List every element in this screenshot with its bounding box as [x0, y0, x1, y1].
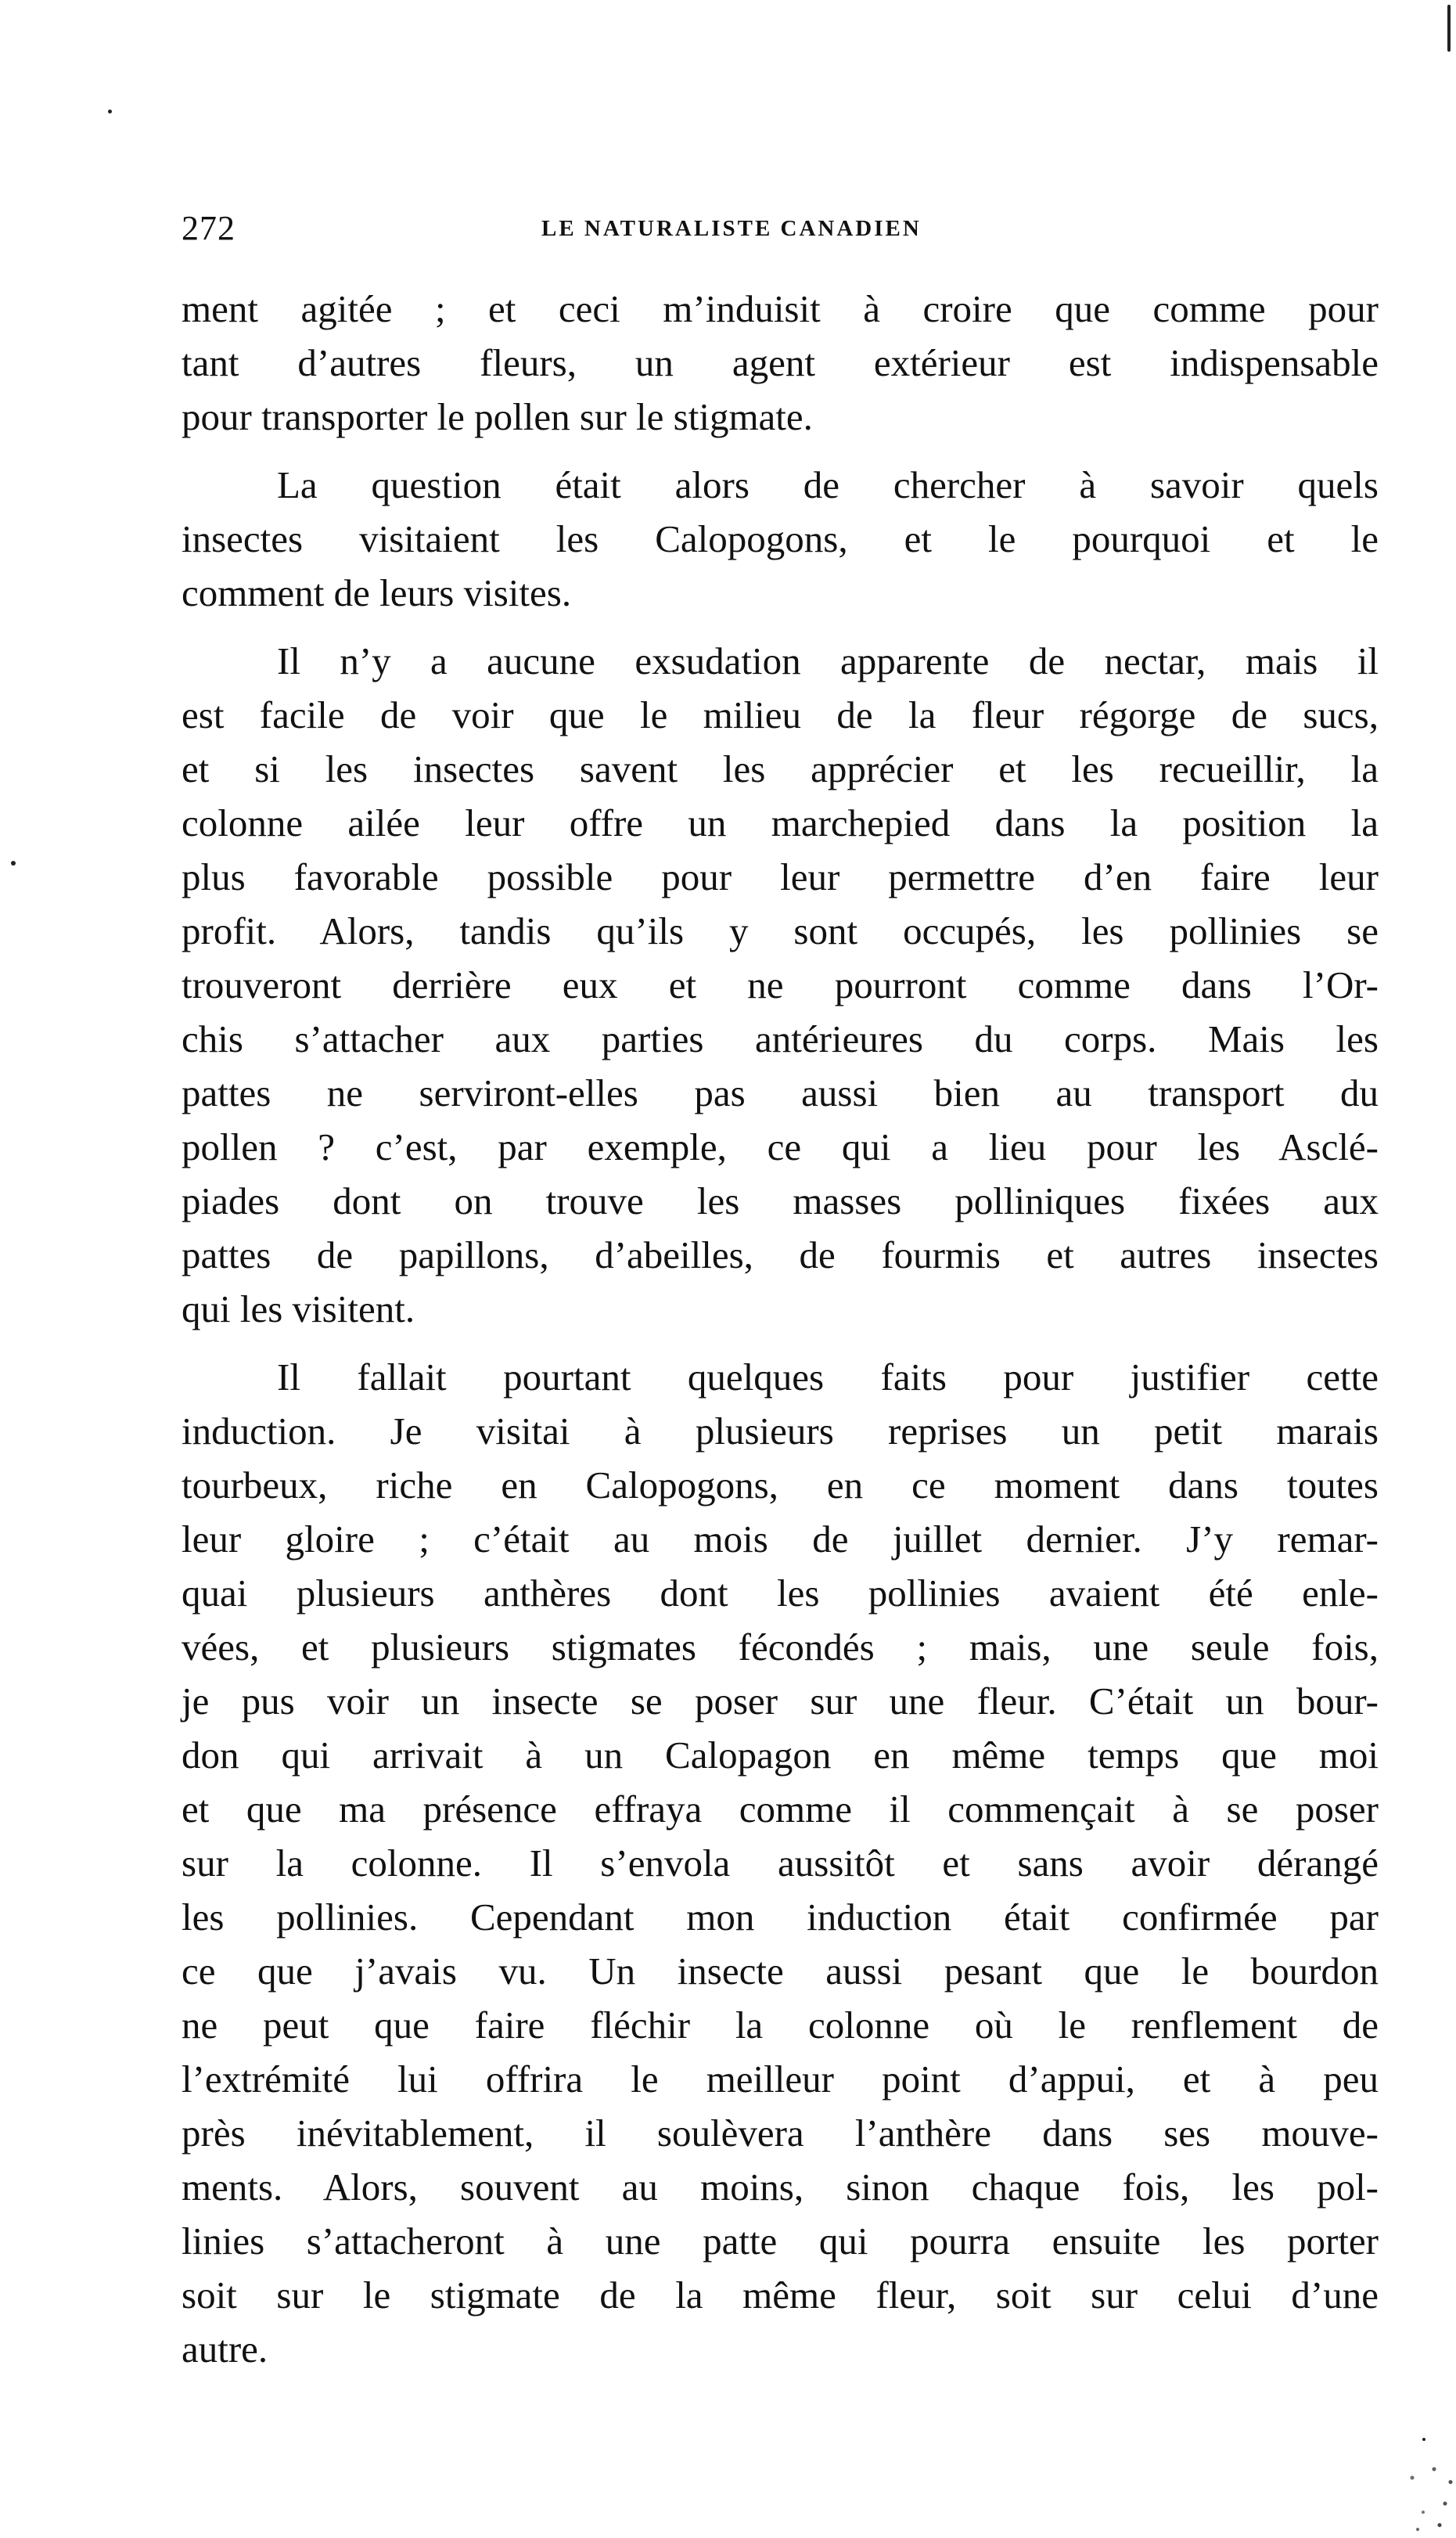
text-line: colonne ailée leur offre un marchepied dans la position la — [182, 801, 1379, 844]
text-line: La question était alors de chercher à savoir quels — [277, 463, 1379, 506]
paragraph — [182, 458, 1379, 620]
body-text — [182, 282, 1379, 2390]
text-line: tourbeux, riche en Calopogons, en ce moment dans toutes — [182, 1463, 1379, 1507]
text-line: soit sur le stigmate de la même fleur, soit sur celui d’une — [182, 2273, 1379, 2317]
text-line: autre. — [182, 2327, 268, 2371]
text-line: linies s’attacheront à une patte qui pourra ensuite les porter — [182, 2219, 1379, 2263]
text-line: ments. Alors, souvent au moins, sinon chaque fois, les pol- — [182, 2165, 1379, 2209]
text-line: leur gloire ; c’était au mois de juillet dernier. J’y remar- — [182, 1517, 1379, 1561]
running-head — [182, 205, 1001, 252]
text-line: pollen ? c’est, par exemple, ce qui a lieu pour les Asclé- — [182, 1125, 1379, 1168]
paragraph — [182, 282, 1379, 444]
text-line: sur la colonne. Il s’envola aussitôt et sans avoir dérangé — [182, 1841, 1379, 1885]
text-line: don qui arrivait à un Calopagon en même temps que moi — [182, 1733, 1379, 1777]
print-speck — [11, 861, 16, 866]
text-line: pattes ne serviront-elles pas aussi bien au transport du — [182, 1071, 1379, 1114]
paragraph — [182, 1350, 1379, 2376]
text-line: piades dont on trouve les masses polliniques fixées aux — [182, 1179, 1379, 1222]
print-speck — [108, 110, 112, 113]
text-line: pour transporter le pollen sur le stigmate. — [182, 395, 813, 438]
text-line: près inévitablement, il soulèvera l’anthère dans ses mouve- — [182, 2111, 1379, 2155]
text-line: l’extrémité lui offrira le meilleur point d’appui, et à peu — [182, 2057, 1379, 2101]
text-line: quai plusieurs anthères dont les pollinies avaient été enle- — [182, 1571, 1379, 1615]
text-line: qui les visitent. — [182, 1287, 415, 1330]
text-line: Il fallait pourtant quelques faits pour justifier cette — [277, 1355, 1379, 1399]
text-line: trouveront derrière eux et ne pourront comme dans l’Or- — [182, 963, 1379, 1006]
text-line: ne peut que faire fléchir la colonne où le renflement de — [182, 2003, 1379, 2047]
text-line: induction. Je visitai à plusieurs reprises un petit marais — [182, 1409, 1379, 1453]
text-line: plus favorable possible pour leur permettre d’en faire leur — [182, 855, 1379, 898]
text-line: comment de leurs visites. — [182, 571, 572, 614]
text-line: chis s’attacher aux parties antérieures du corps. Mais les — [182, 1017, 1379, 1060]
paragraph — [182, 634, 1379, 1336]
print-speck — [1422, 2438, 1425, 2441]
journal-title: LE NATURALISTE CANADIEN — [541, 216, 922, 241]
print-speck — [1447, 5, 1451, 52]
text-line: est facile de voir que le milieu de la fleur régorge de sucs, — [182, 693, 1379, 736]
text-line: vées, et plusieurs stigmates fécondés ; mais, une seule fois, — [182, 1625, 1379, 1669]
print-noise — [1401, 2452, 1456, 2538]
text-line: insectes visitaient les Calopogons, et le pourquoi et le — [182, 517, 1379, 560]
text-line: et si les insectes savent les apprécier et les recueillir, la — [182, 747, 1379, 790]
page-number: 272 — [182, 209, 235, 247]
text-line: et que ma présence effraya comme il commençait à se poser — [182, 1787, 1379, 1831]
text-line: tant d’autres fleurs, un agent extérieur est indispensable — [182, 341, 1379, 384]
text-line: pattes de papillons, d’abeilles, de fourmis et autres insectes — [182, 1233, 1379, 1276]
text-line: les pollinies. Cependant mon induction était confirmée par — [182, 1895, 1379, 1939]
text-line: ce que j’avais vu. Un insecte aussi pesant que le bourdon — [182, 1949, 1379, 1993]
text-line: je pus voir un insecte se poser sur une fleur. C’était un bour- — [182, 1679, 1379, 1723]
text-line: profit. Alors, tandis qu’ils y sont occupés, les pollinies se — [182, 909, 1379, 952]
text-line: ment agitée ; et ceci m’induisit à croire que comme pour — [182, 287, 1379, 330]
text-line: Il n’y a aucune exsudation apparente de nectar, mais il — [277, 639, 1379, 682]
